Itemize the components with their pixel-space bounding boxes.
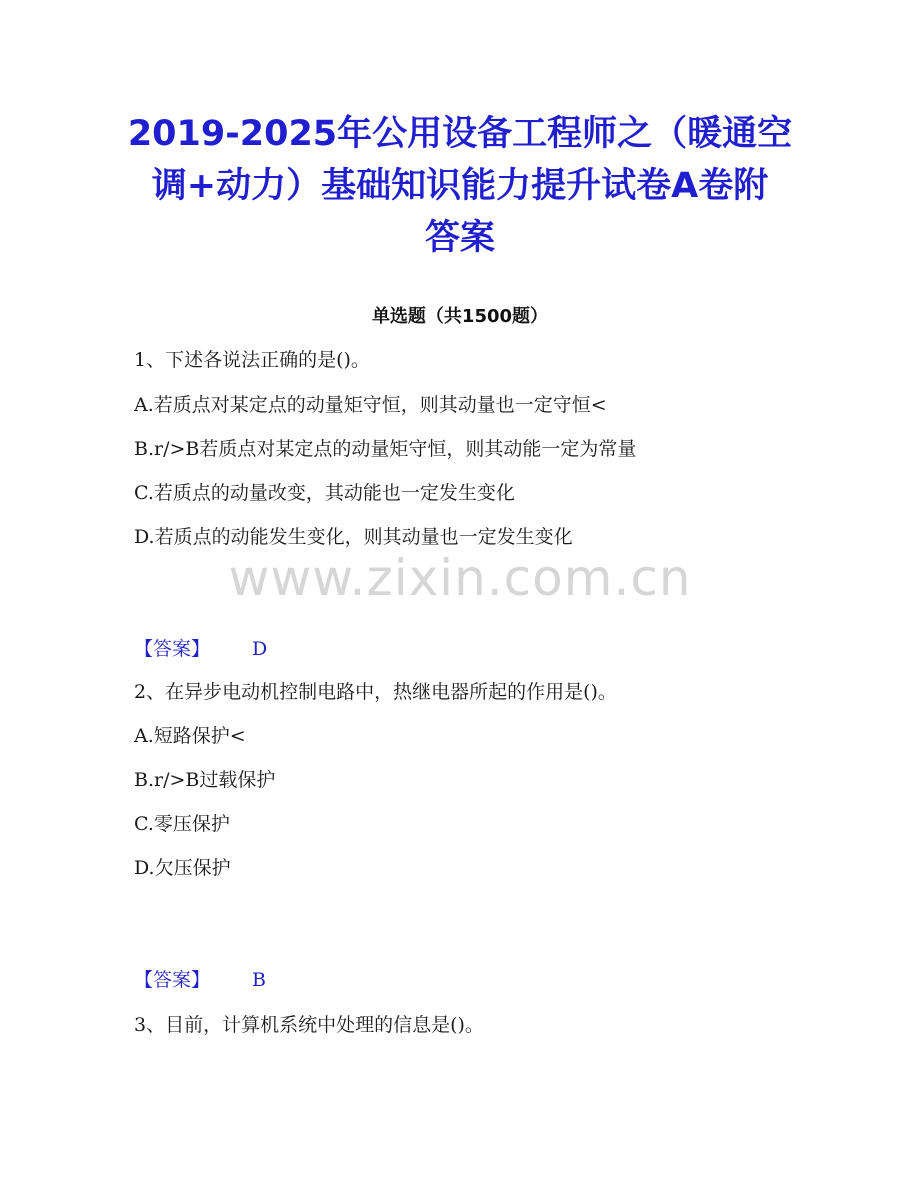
watermark: www.zixin.com.cn xyxy=(228,549,692,607)
title-line-2: 调+动力）基础知识能力提升试卷A卷附 xyxy=(151,166,769,206)
answer-label: 【答案】 xyxy=(134,638,211,660)
answer-value: D xyxy=(252,638,268,660)
question-1-answer xyxy=(134,634,268,664)
answer-value: B xyxy=(252,969,266,991)
question-1-option-a: A.若质点对某定点的动量矩守恒，则其动量也一定守恒< xyxy=(134,394,607,416)
document-title xyxy=(110,108,810,264)
question-1-option-d: D.若质点的动能发生变化，则其动量也一定发生变化 xyxy=(134,526,573,548)
question-2-option-b: B.r/>B过载保护 xyxy=(134,769,276,791)
answer-label: 【答案】 xyxy=(134,969,211,991)
question-2-option-a: A.短路保护< xyxy=(134,725,246,747)
question-2-option-c: C.零压保护 xyxy=(134,813,230,835)
question-1-stem: 1、下述各说法正确的是()。 xyxy=(134,349,370,371)
title-line-3: 答案 xyxy=(424,218,495,258)
question-1-option-c: C.若质点的动量改变，其动能也一定发生变化 xyxy=(134,482,515,504)
question-1-option-b: B.r/>B若质点对某定点的动量矩守恒，则其动能一定为常量 xyxy=(134,438,637,460)
question-2-stem: 2、在异步电动机控制电路中，热继电器所起的作用是()。 xyxy=(134,681,617,703)
question-2-answer xyxy=(134,965,266,995)
question-3-stem: 3、目前，计算机系统中处理的信息是()。 xyxy=(134,1014,484,1036)
title-line-1: 2019-2025年公用设备工程师之（暖通空 xyxy=(127,114,793,154)
question-2-option-d: D.欠压保护 xyxy=(134,857,231,879)
section-heading: 单选题（共1500题） xyxy=(371,306,549,327)
